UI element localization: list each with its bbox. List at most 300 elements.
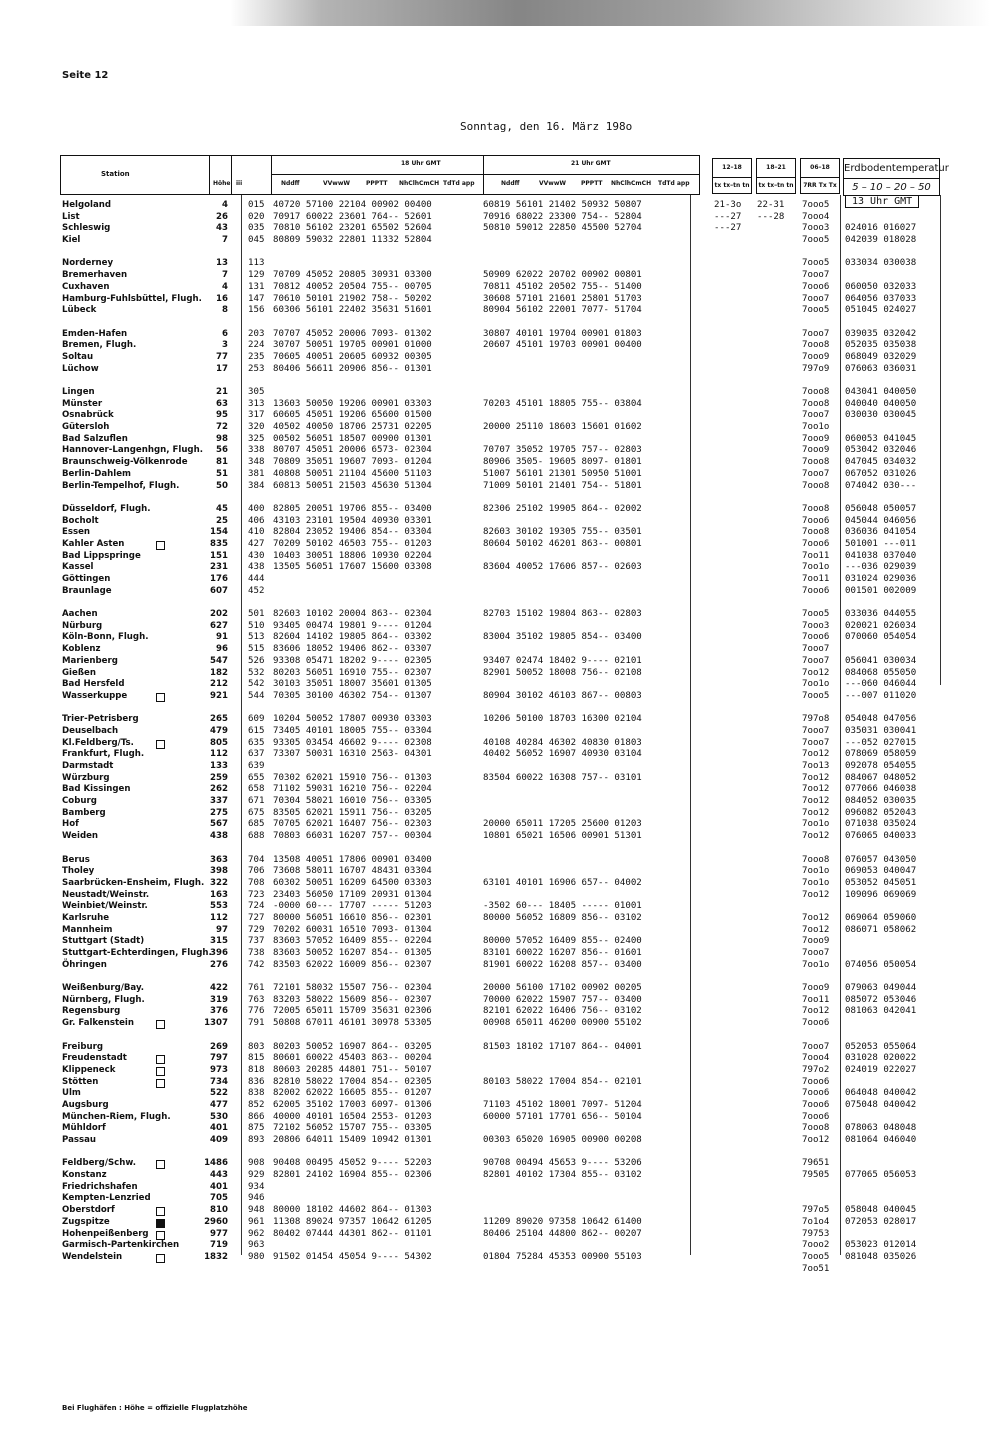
- soil-temp: 072053 028017: [845, 1216, 917, 1227]
- header-erdboden: Erdbodentemperatur 5 – 10 – 20 – 50: [843, 158, 940, 196]
- table-row: [0, 890, 1000, 902]
- table-row: [0, 773, 1000, 785]
- station-index: 131: [248, 281, 265, 292]
- obs-21-gmt: 80904 56102 22001 7077- 51704: [483, 305, 642, 316]
- table-row: [0, 878, 1000, 890]
- station-name: Mühldorf: [62, 1123, 106, 1134]
- station-index: 836: [248, 1076, 265, 1087]
- station-index: 838: [248, 1088, 265, 1099]
- obs-18-gmt: 13505 56051 17607 15600 03308: [273, 562, 432, 573]
- table-row: [0, 329, 1000, 341]
- station-height: 443: [210, 1170, 228, 1181]
- station-height: 376: [210, 1006, 228, 1017]
- station-height: 112: [210, 749, 228, 760]
- obs-18-gmt: 73608 58011 16707 48431 03304: [273, 866, 432, 877]
- obs-18-gmt: 70809 35051 19607 7093- 01204: [273, 457, 432, 468]
- station-height: 77: [216, 351, 228, 362]
- station-height: 269: [210, 1041, 228, 1052]
- station-height: 56: [216, 445, 228, 456]
- table-row: [0, 901, 1000, 913]
- precip-06-18: 7ooo6: [802, 538, 830, 549]
- soil-temp: ---060 046044: [845, 679, 917, 690]
- table-row: [0, 1042, 1000, 1054]
- precip-06-18: 7ooo9: [802, 433, 830, 444]
- station-height: 21: [216, 387, 228, 397]
- precip-06-18: 7ooo5: [802, 200, 830, 210]
- table-row: [0, 258, 1000, 270]
- obs-18-gmt: 83505 62021 15911 756-- 03205: [273, 807, 432, 818]
- station-index: 934: [248, 1181, 265, 1192]
- precip-06-18: 7ooo8: [802, 398, 830, 409]
- soil-temp: 001501 002009: [845, 585, 917, 596]
- station-index: 704: [248, 854, 265, 865]
- obs-21-gmt: 63101 40101 16906 657-- 04002: [483, 877, 642, 888]
- station-name: Lüchow: [62, 363, 99, 374]
- table-row: [0, 434, 1000, 446]
- station-index: 532: [248, 667, 265, 678]
- obs-21-gmt: -3502 60--- 18405 ----- 01001: [483, 901, 642, 912]
- station-height: 112: [210, 912, 228, 923]
- soil-temp: 075048 040042: [845, 1099, 917, 1110]
- station-name: Berus: [62, 854, 90, 865]
- header-sub-4: NhClhCmCH: [399, 180, 440, 187]
- precip-06-18: 7ooo6: [802, 1099, 830, 1110]
- precip-06-18: 7ooo7: [802, 644, 830, 655]
- station-index: 803: [248, 1041, 265, 1052]
- station-index: 727: [248, 912, 265, 923]
- table-row: [0, 200, 1000, 212]
- station-name: Frankfurt, Flugh.: [62, 749, 145, 760]
- footnote: Bei Flughäfen : Höhe = offizielle Flugplatzhöhe: [62, 1404, 248, 1412]
- table-row: [0, 235, 1000, 247]
- precip-06-18: 797o8: [802, 714, 830, 725]
- station-name: Weiden: [62, 831, 99, 842]
- soil-temp: 085072 053046: [845, 994, 917, 1005]
- table-row: [0, 808, 1000, 820]
- station-height: 477: [210, 1099, 228, 1110]
- station-index: 129: [248, 270, 265, 281]
- soil-temp: 076057 043050: [845, 854, 917, 865]
- station-height: 163: [210, 889, 228, 900]
- precip-06-18: 7oo51: [802, 1263, 830, 1274]
- header-box-12-18: 12–18 tx tx–tn tn: [712, 158, 752, 194]
- table-row: [0, 866, 1000, 878]
- station-index: 410: [248, 527, 265, 538]
- station-name: Trier-Petrisberg: [62, 714, 139, 725]
- soil-temp: 053023 012014: [845, 1240, 917, 1251]
- precip-06-18: 7ooo9: [802, 983, 830, 994]
- soil-temp: 036036 041054: [845, 527, 917, 538]
- mountain-station-square-icon: [156, 1020, 165, 1029]
- table-row: [0, 691, 1000, 703]
- obs-18-gmt: 80809 59032 22801 11332 52804: [273, 235, 432, 246]
- obs-18-gmt: 83603 57052 16409 855-- 02204: [273, 936, 432, 947]
- precip-06-18: 79753: [802, 1228, 830, 1239]
- station-index: 818: [248, 1064, 265, 1075]
- mountain-station-square-icon: [156, 1231, 165, 1240]
- station-height: 2960: [204, 1216, 228, 1227]
- table-row: [0, 1077, 1000, 1089]
- table-header: [60, 155, 700, 195]
- station-name: Marienberg: [62, 655, 118, 666]
- obs-21-gmt: 93407 02474 18402 9---- 02101: [483, 655, 642, 666]
- precip-06-18: 7oo1o: [802, 422, 830, 433]
- station-index: 113: [248, 258, 265, 269]
- soil-temp: 053052 045051: [845, 877, 917, 888]
- temp-12-18: ---27: [714, 223, 742, 234]
- station-height: 1486: [204, 1158, 228, 1169]
- soil-temp: 079063 049044: [845, 983, 917, 994]
- precip-06-18: 7ooo6: [802, 515, 830, 526]
- station-height: 45: [216, 503, 228, 514]
- obs-18-gmt: 60302 50051 16209 64500 03303: [273, 877, 432, 888]
- precip-06-18: 7ooo9: [802, 936, 830, 947]
- precip-06-18: 7oo12: [802, 772, 830, 783]
- station-height: 7: [222, 270, 228, 281]
- header-sub-3: PPPTT: [366, 180, 388, 187]
- station-height: 810: [210, 1205, 228, 1216]
- precip-06-18: 7o1o4: [802, 1216, 830, 1227]
- table-row: [0, 925, 1000, 937]
- obs-18-gmt: 82810 58022 17004 854-- 02305: [273, 1076, 432, 1087]
- obs-18-gmt: 62005 35102 17003 6097- 01306: [273, 1099, 432, 1110]
- precip-06-18: 7ooo8: [802, 1123, 830, 1134]
- table-row: [0, 995, 1000, 1007]
- precip-06-18: 7ooo6: [802, 1111, 830, 1122]
- station-index: 526: [248, 655, 265, 666]
- table-row: [0, 422, 1000, 434]
- precip-06-18: 7ooo8: [802, 387, 830, 397]
- obs-18-gmt: 72101 58032 15507 756-- 02304: [273, 983, 432, 994]
- station-name: Bamberg: [62, 807, 106, 818]
- precip-06-18: 7ooo2: [802, 1240, 830, 1251]
- table-row: [0, 819, 1000, 831]
- precip-06-18: 7oo12: [802, 912, 830, 923]
- station-index: 224: [248, 340, 265, 351]
- soil-temp: 084052 030035: [845, 796, 917, 807]
- header-sub-1: Nddff: [281, 180, 300, 187]
- station-name: Hannover-Langenhgn, Flugh.: [62, 445, 203, 456]
- table-row: [0, 983, 1000, 995]
- soil-temp: 041038 037040: [845, 550, 917, 561]
- station-height: 7: [222, 235, 228, 246]
- obs-18-gmt: 40000 40101 16504 2553- 01203: [273, 1111, 432, 1122]
- obs-21-gmt: 83004 35102 19805 854-- 03400: [483, 632, 642, 643]
- station-name: Kl.Feldberg/Ts.: [62, 737, 134, 748]
- precip-06-18: 7ooo7: [802, 737, 830, 748]
- station-index: 438: [248, 562, 265, 573]
- station-height: 522: [210, 1088, 228, 1099]
- station-height: 396: [210, 948, 228, 958]
- soil-temp: 039035 032042: [845, 328, 917, 339]
- station-index: 156: [248, 305, 265, 316]
- table-row: [0, 247, 1000, 259]
- obs-18-gmt: 70209 50102 46503 755-- 01203: [273, 538, 432, 549]
- table-row: [0, 761, 1000, 773]
- station-name: Oberstdorf: [62, 1205, 115, 1216]
- mountain-station-square-icon: [156, 740, 165, 749]
- soil-temp: 033036 044055: [845, 609, 917, 620]
- station-name: Bad Lippspringe: [62, 550, 141, 561]
- obs-21-gmt: 30608 57101 21601 25801 51703: [483, 293, 642, 304]
- table-row: [0, 1205, 1000, 1217]
- obs-18-gmt: 23403 56050 17109 20931 01304: [273, 889, 432, 900]
- station-index: 544: [248, 690, 265, 701]
- station-name: Münster: [62, 398, 103, 409]
- temp-18-21: 22-31: [757, 200, 785, 210]
- obs-18-gmt: 93305 03454 46602 9---- 02308: [273, 737, 432, 748]
- station-index: 348: [248, 457, 265, 468]
- precip-06-18: 7ooo3: [802, 223, 830, 234]
- station-height: 212: [210, 679, 228, 690]
- station-height: 91: [216, 632, 228, 643]
- station-name: Hohenpeißenberg: [62, 1228, 149, 1239]
- station-name: Wendelstein: [62, 1251, 123, 1262]
- table-row: [0, 679, 1000, 691]
- obs-21-gmt: 00303 65020 16905 00900 00208: [483, 1135, 642, 1145]
- table-row: [0, 1193, 1000, 1205]
- station-name: München-Riem, Flugh.: [62, 1111, 171, 1122]
- precip-06-18: 7oo1o: [802, 877, 830, 888]
- station-height: 275: [210, 807, 228, 818]
- soil-temp: 076063 036031: [845, 363, 917, 374]
- precip-06-18: 7ooo8: [802, 503, 830, 514]
- obs-18-gmt: 82805 20051 19706 855-- 03400: [273, 503, 432, 514]
- obs-21-gmt: 51007 56101 21301 50950 51001: [483, 468, 642, 479]
- soil-temp: 052053 055064: [845, 1041, 917, 1052]
- temp-12-18: 21-3o: [714, 200, 742, 210]
- station-name: Garmisch-Partenkirchen: [62, 1240, 180, 1251]
- precip-06-18: 7ooo8: [802, 340, 830, 351]
- station-name: Darmstadt: [62, 761, 114, 771]
- soil-temp: ---007 011020: [845, 690, 917, 701]
- obs-18-gmt: 70709 45052 20805 30931 03300: [273, 270, 432, 281]
- station-index: 738: [248, 948, 265, 958]
- obs-18-gmt: 10204 50052 17807 00930 03303: [273, 714, 432, 725]
- header-sub-9: NhClhCmCH: [611, 180, 652, 187]
- obs-18-gmt: 40808 50051 21104 45600 51103: [273, 468, 432, 479]
- erdboden-time-note: 13 Uhr GMT: [845, 195, 919, 208]
- table-row: [0, 1065, 1000, 1077]
- precip-06-18: 7oo1o: [802, 866, 830, 877]
- station-name: Köln-Bonn, Flugh.: [62, 632, 149, 643]
- station-name: Helgoland: [62, 200, 112, 210]
- soil-temp: 030030 030045: [845, 410, 917, 421]
- obs-18-gmt: 70302 62021 15910 756-- 01303: [273, 772, 432, 783]
- station-height: 319: [210, 994, 228, 1005]
- station-name: Konstanz: [62, 1170, 107, 1181]
- table-row: [0, 445, 1000, 457]
- obs-21-gmt: 70916 68022 23300 754-- 52804: [483, 211, 642, 222]
- obs-21-gmt: 10206 50100 18703 16300 02104: [483, 714, 642, 725]
- precip-06-18: 7ooo6: [802, 1076, 830, 1087]
- station-index: 962: [248, 1228, 265, 1239]
- station-height: 8: [222, 305, 228, 316]
- station-index: 515: [248, 644, 265, 655]
- obs-18-gmt: 93308 05471 18202 9---- 02305: [273, 655, 432, 666]
- obs-18-gmt: 60306 56101 22402 35631 51601: [273, 305, 432, 316]
- station-name: Berlin-Dahlem: [62, 468, 131, 479]
- station-height: 151: [210, 550, 228, 561]
- station-height: 973: [210, 1064, 228, 1075]
- table-row: [0, 1217, 1000, 1229]
- precip-06-18: 7ooo8: [802, 854, 830, 865]
- station-name: Essen: [62, 527, 91, 538]
- soil-temp: 042039 018028: [845, 235, 917, 246]
- precip-06-18: 7oo12: [802, 784, 830, 795]
- obs-18-gmt: 80203 56051 16910 755-- 02307: [273, 667, 432, 678]
- station-name: Kempten-Lenzried: [62, 1193, 151, 1204]
- precip-06-18: 7ooo6: [802, 585, 830, 596]
- precip-06-18: 7oo12: [802, 807, 830, 818]
- date-line: Sonntag, den 16. März 198o: [460, 120, 633, 133]
- station-height: 262: [210, 784, 228, 795]
- table-row: [0, 971, 1000, 983]
- precip-06-18: 7oo1o: [802, 679, 830, 690]
- station-height: 422: [210, 983, 228, 994]
- table-row: [0, 913, 1000, 925]
- station-name: Braunschweig-Völkenrode: [62, 457, 188, 468]
- station-name: Freudenstadt: [62, 1053, 127, 1064]
- station-index: 737: [248, 936, 265, 947]
- mountain-station-square-icon: [156, 1254, 165, 1263]
- obs-18-gmt: 70803 66031 16207 757-- 00304: [273, 831, 432, 842]
- station-name: Coburg: [62, 796, 97, 807]
- obs-18-gmt: 43103 23101 19504 40930 03301: [273, 515, 432, 526]
- obs-18-gmt: 80707 45051 20006 6573- 02304: [273, 445, 432, 456]
- soil-temp: ---036 029039: [845, 562, 917, 573]
- table-row: [0, 1158, 1000, 1170]
- table-row: [0, 1147, 1000, 1159]
- precip-06-18: 797o2: [802, 1064, 830, 1075]
- station-height: 553: [210, 901, 228, 912]
- station-height: 337: [210, 796, 228, 807]
- obs-18-gmt: 70810 56102 23201 65502 52604: [273, 223, 432, 234]
- station-height: 154: [210, 527, 228, 538]
- table-row: [0, 1182, 1000, 1194]
- precip-06-18: 7oo12: [802, 796, 830, 807]
- soil-temp: 060050 032033: [845, 281, 917, 292]
- station-name: Zugspitze: [62, 1216, 110, 1227]
- table-row: [0, 305, 1000, 317]
- station-name: Bad Kissingen: [62, 784, 131, 795]
- station-name: Regensburg: [62, 1006, 121, 1017]
- station-index: 761: [248, 983, 265, 994]
- station-height: 479: [210, 725, 228, 736]
- precip-06-18: 7oo12: [802, 924, 830, 935]
- station-index: 203: [248, 328, 265, 339]
- soil-temp: ---052 027015: [845, 737, 917, 748]
- precip-06-18: 7ooo9: [802, 445, 830, 456]
- precip-06-18: 7ooo4: [802, 1053, 830, 1064]
- obs-18-gmt: 70605 40051 20605 60932 00305: [273, 351, 432, 362]
- obs-18-gmt: 82603 10102 20004 863-- 02304: [273, 609, 432, 620]
- table-row: [0, 749, 1000, 761]
- precip-06-18: 7ooo5: [802, 609, 830, 620]
- soil-temp: 084067 048052: [845, 772, 917, 783]
- station-height: 43: [216, 223, 228, 234]
- station-index: 639: [248, 761, 265, 771]
- header-18uhr: 18 Uhr GMT: [401, 160, 441, 167]
- obs-21-gmt: 80103 58022 17004 854-- 02101: [483, 1076, 642, 1087]
- table-row: [0, 1264, 1000, 1276]
- soil-temp: 078063 048048: [845, 1123, 917, 1134]
- soil-temp: 060053 041045: [845, 433, 917, 444]
- table-row: [0, 492, 1000, 504]
- obs-18-gmt: 82801 24102 16904 855-- 02306: [273, 1170, 432, 1181]
- station-index: 776: [248, 1006, 265, 1017]
- obs-18-gmt: 72102 56052 15707 755-- 03305: [273, 1123, 432, 1134]
- station-index: 929: [248, 1170, 265, 1181]
- precip-06-18: 7ooo7: [802, 948, 830, 958]
- station-index: 305: [248, 387, 265, 397]
- soil-temp: 086071 058062: [845, 924, 917, 935]
- soil-temp: 035031 030041: [845, 725, 917, 736]
- station-index: 381: [248, 468, 265, 479]
- obs-18-gmt: 82002 62022 16605 855-- 01207: [273, 1088, 432, 1099]
- obs-21-gmt: 40108 40284 46302 40830 01803: [483, 737, 642, 748]
- station-index: 980: [248, 1251, 265, 1262]
- table-row: [0, 831, 1000, 843]
- temp-18-21: ---28: [757, 211, 785, 222]
- station-name: Aachen: [62, 609, 98, 620]
- precip-06-18: 7oo12: [802, 749, 830, 760]
- table-row: [0, 1018, 1000, 1030]
- obs-21-gmt: 20000 25110 18603 15601 01602: [483, 422, 642, 433]
- soil-temp: 068049 032029: [845, 351, 917, 362]
- station-height: 98: [216, 433, 228, 444]
- precip-06-18: 7oo12: [802, 1006, 830, 1017]
- station-height: 97: [216, 924, 228, 935]
- obs-18-gmt: 82804 23052 19406 854-- 03304: [273, 527, 432, 538]
- obs-21-gmt: 82101 62022 16406 756-- 03102: [483, 1006, 642, 1017]
- station-index: 427: [248, 538, 265, 549]
- soil-temp: 074056 050054: [845, 959, 917, 970]
- station-table: [0, 200, 1000, 1275]
- obs-18-gmt: 70917 60022 23601 764-- 52601: [273, 211, 432, 222]
- header-box-18-21: 18–21 tx tx–tn tn: [756, 158, 796, 194]
- station-index: 815: [248, 1053, 265, 1064]
- mountain-station-square-icon: [156, 1207, 165, 1216]
- precip-06-18: 7ooo4: [802, 211, 830, 222]
- precip-06-18: 7ooo5: [802, 690, 830, 701]
- table-row: [0, 1053, 1000, 1065]
- station-name: Kahler Asten: [62, 538, 125, 549]
- station-height: 438: [210, 831, 228, 842]
- precip-06-18: 7ooo3: [802, 620, 830, 631]
- soil-temp: 064048 040042: [845, 1088, 917, 1099]
- soil-temp: 024019 022027: [845, 1064, 917, 1075]
- soil-temp: 056041 030034: [845, 655, 917, 666]
- obs-18-gmt: -0000 60--- 17707 ----- 51203: [273, 901, 432, 912]
- station-index: 430: [248, 550, 265, 561]
- station-name: Bad Hersfeld: [62, 679, 125, 690]
- obs-21-gmt: 80604 50102 46201 863-- 00801: [483, 538, 642, 549]
- precip-06-18: 7oo11: [802, 574, 830, 584]
- station-height: 921: [210, 690, 228, 701]
- station-height: 401: [210, 1181, 228, 1192]
- header-station: Station: [101, 170, 130, 178]
- precip-06-18: 7ooo7: [802, 468, 830, 479]
- precip-06-18: 7ooo6: [802, 632, 830, 643]
- station-height: 567: [210, 819, 228, 830]
- station-name: Friedrichshafen: [62, 1181, 138, 1192]
- precip-06-18: 7oo1o: [802, 819, 830, 830]
- obs-18-gmt: 70304 58021 16010 756-- 03305: [273, 796, 432, 807]
- station-name: Wasserkuppe: [62, 690, 128, 701]
- table-row: [0, 410, 1000, 422]
- obs-21-gmt: 82603 30102 19305 755-- 03501: [483, 527, 642, 538]
